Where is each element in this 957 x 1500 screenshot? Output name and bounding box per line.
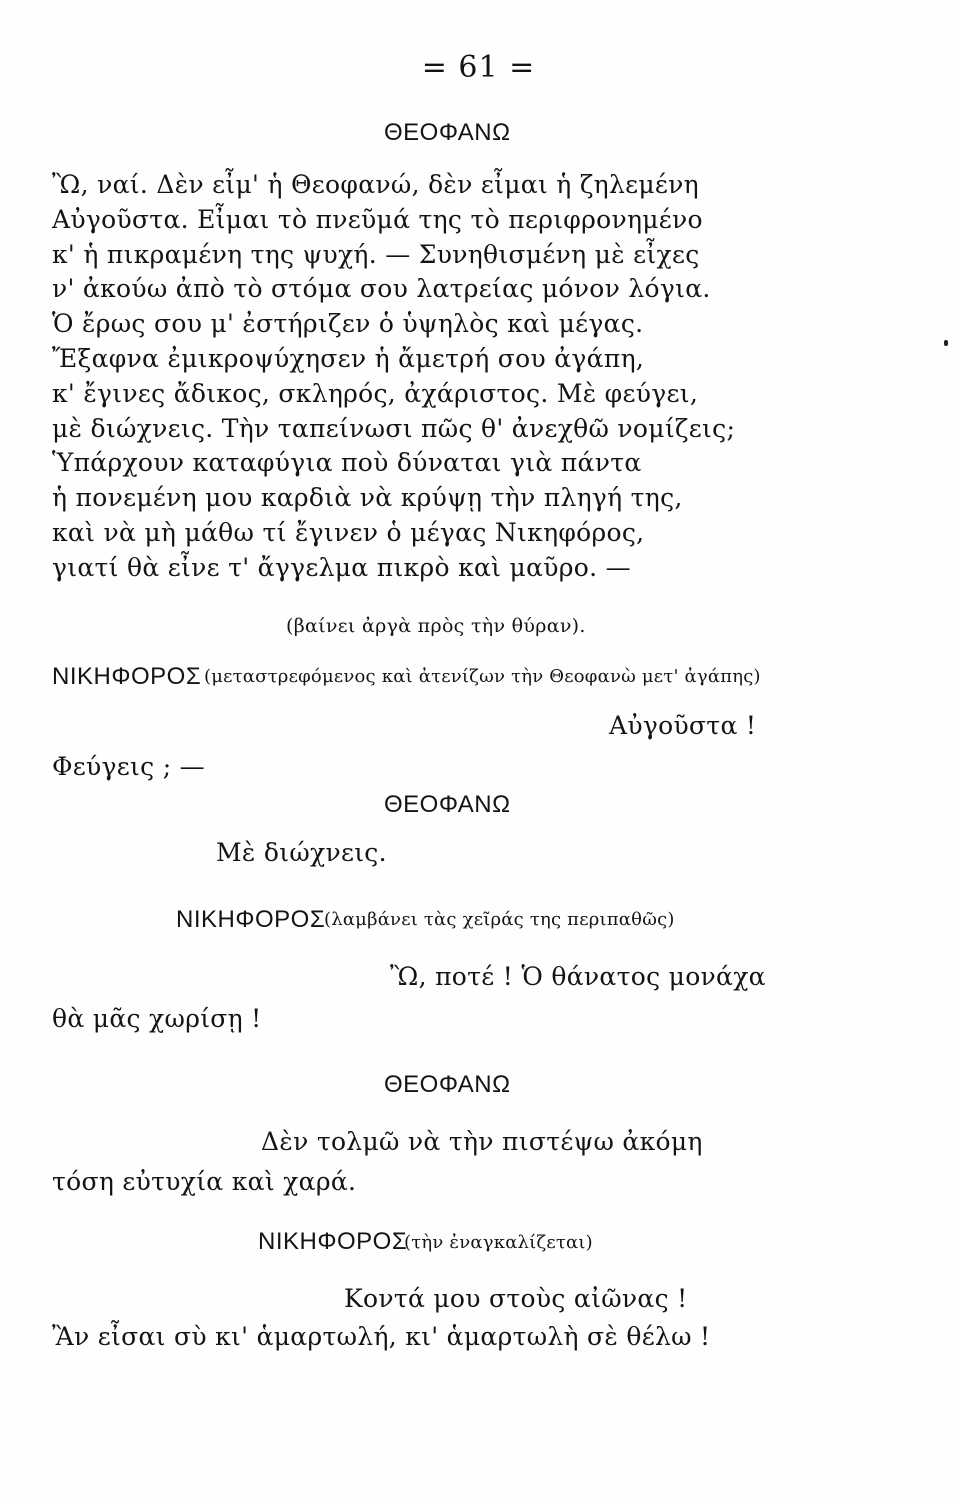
- verse-line: Αὐγοῦστα !: [609, 711, 757, 740]
- verse-line: γιατί θὰ εἶνε τ' ἄγγελμα πικρὸ καὶ μαῦρο. —: [52, 552, 631, 582]
- speaker-name-nikephoros: ΝΙΚΗΦΟΡΟΣ: [176, 906, 326, 933]
- verse-line: Ἔξαφνα ἐμικροψύχησεν ἡ ἄμετρή σου ἀγάπη,: [52, 343, 645, 373]
- verse-line: ν' ἀκούω ἀπὸ τὸ στόμα σου λατρείας μόνον λόγια.: [52, 274, 711, 304]
- verse-line: Ὑπάρχουν καταφύγια ποὺ δύναται γιὰ πάντα: [52, 448, 642, 478]
- verse-line: καὶ νὰ μὴ μάθω τί ἔγινεν ὁ μέγας Νικηφόρος,: [52, 517, 645, 547]
- page-number: = 61 =: [421, 50, 536, 85]
- stage-direction: (μεταστρεφόμενος καὶ ἀτενίζων τὴν Θεοφανὼ μετ' ἀγάπης): [204, 666, 761, 687]
- verse-line: ἡ πονεμένη μου καρδιὰ νὰ κρύψῃ τὴν πληγή της,: [52, 483, 683, 513]
- speaker-name-nikephoros: ΝΙΚΗΦΟΡΟΣ: [52, 663, 202, 690]
- verse-line: κ' ἔγινες ἄδικος, σκληρός, ἀχάριστος. Μὲ φεύγει,: [52, 378, 699, 408]
- verse-line: Ἂν εἶσαι σὺ κι' ἁμαρτωλή, κι' ἁμαρτωλὴ σὲ θέλω !: [52, 1322, 711, 1351]
- verse-line: Ὁ ἔρως σου μ' ἐστήριζεν ὁ ὑψηλὸς καὶ μέγας.: [52, 309, 644, 339]
- speaker-name-theophano: ΘΕΟΦΑΝΩ: [384, 1071, 511, 1098]
- verse-line: Ὢ, ποτέ ! Ὁ θάνατος μονάχα: [390, 962, 766, 991]
- verse-line: Μὲ διώχνεις.: [216, 838, 387, 867]
- verse-line: θὰ μᾶς χωρίσῃ !: [52, 1004, 262, 1033]
- verse-line: Δὲν τολμῶ νὰ τὴν πιστέψω ἀκόμη: [261, 1127, 703, 1156]
- print-speck: [944, 340, 948, 346]
- verse-line: μὲ διώχνεις. Τὴν ταπείνωσι πῶς θ' ἀνεχθῶ νομίζεις;: [52, 413, 736, 443]
- speaker-name-nikephoros: ΝΙΚΗΦΟΡΟΣ: [258, 1228, 408, 1255]
- verse-line: Ὢ, ναί. Δὲν εἶμ' ἡ Θεοφανώ, δὲν εἶμαι ἡ ζηλεμένη: [52, 170, 699, 199]
- verse-line: τόση εὐτυχία καὶ χαρά.: [52, 1167, 357, 1196]
- stage-direction: (βαίνει ἀργὰ πρὸς τὴν θύραν).: [286, 615, 586, 637]
- verse-line: Κοντά μου στοὺς αἰῶνας !: [344, 1284, 688, 1313]
- verse-line: Αὐγοῦστα. Εἶμαι τὸ πνεῦμά της τὸ περιφρονημένο: [52, 204, 703, 234]
- speech-theophano-main: [52, 168, 912, 586]
- speaker-name-theophano: ΘΕΟΦΑΝΩ: [384, 791, 511, 818]
- verse-line: Φεύγεις ; —: [52, 752, 205, 781]
- stage-direction: (τὴν ἐναγκαλίζεται): [404, 1232, 593, 1253]
- speaker-name-theophano: ΘΕΟΦΑΝΩ: [384, 119, 511, 146]
- verse-line: κ' ἡ πικραμένη της ψυχή. — Συνηθισμένη μὲ εἶχες: [52, 239, 700, 269]
- stage-direction: (λαμβάνει τὰς χεῖράς της περιπαθῶς): [324, 909, 675, 930]
